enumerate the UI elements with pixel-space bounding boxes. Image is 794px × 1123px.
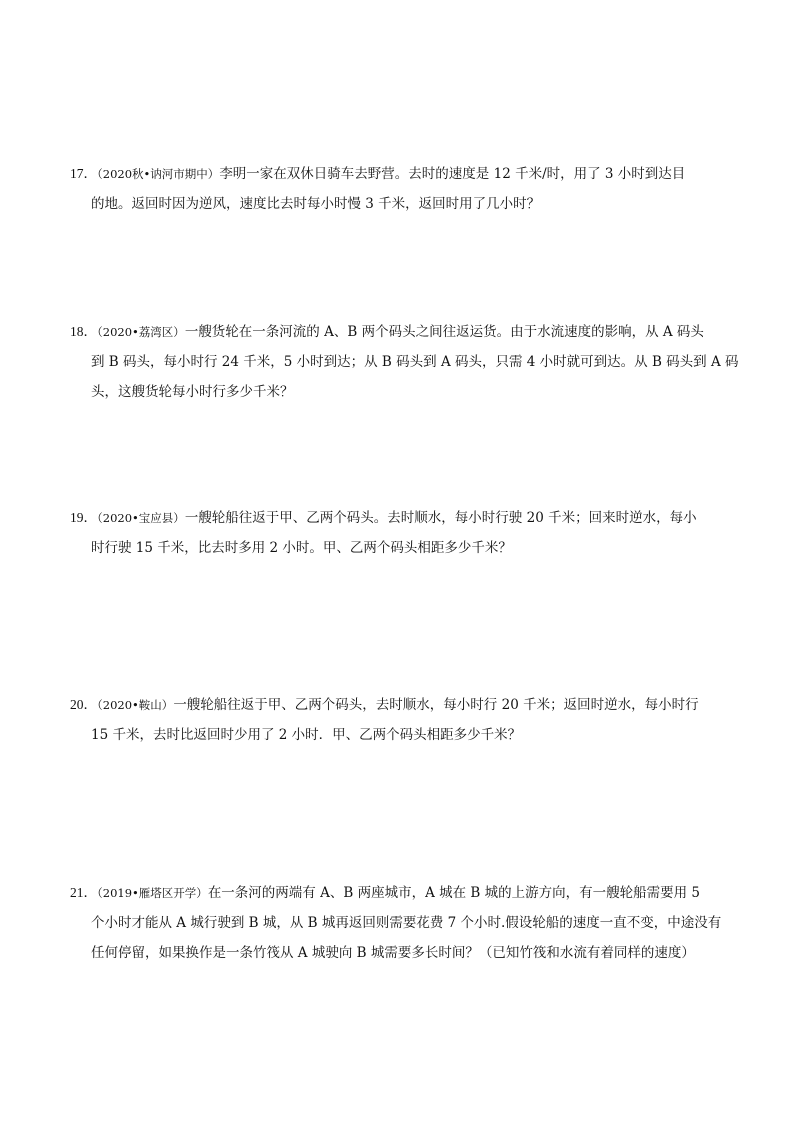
problem-line — [70, 938, 726, 968]
problem-line — [70, 377, 726, 407]
problem-source: （2019•雁塔区开学） — [97, 886, 208, 900]
problem-line: 20．（2020•鞍山）一艘轮船往返于甲、乙两个码头，去时顺水，每小时行 20 千米；返回时逆水，每小时行 — [70, 697, 699, 713]
problem-text: 个小时才能从 A 城行驶到 B 城，从 B 城再返回则需要花费 7 个小时.假设轮船的速度一直不变，中途没有 — [91, 915, 722, 931]
problem-text: 时行驶 15 千米，比去时多用 2 小时。甲、乙两个码头相距多少千米？ — [91, 540, 512, 556]
problem-line: 21．（2019•雁塔区开学）在一条河的两端有 A、B 两座城市，A 城在 B 城的上游方向，有一艘轮船需要用 5 — [70, 885, 700, 901]
problem-text: 在一条河的两端有 A、B 两座城市，A 城在 B 城的上游方向，有一艘轮船需要用 5 — [207, 885, 700, 901]
problem-line: 18．（2020•荔湾区）一艘货轮在一条河流的 A、B 两个码头之间往返运货。由于水流速度的影响，从 A 码头 — [70, 324, 704, 340]
problem-text: 任何停留，如果换作是一条竹筏从 A 城驶向 B 城需要多长时间？（已知竹筏和水流有着同样的速度） — [91, 945, 695, 961]
problem-line — [70, 720, 726, 750]
problem-line — [70, 189, 726, 219]
problem-number: 18 — [70, 324, 84, 339]
problem-number: 21 — [70, 885, 84, 900]
problem-line: 17．（2020秋•讷河市期中）李明一家在双休日骑车去野营。去时的速度是 12 千米/时，用了 3 小时到达目 — [70, 166, 686, 182]
problem-source: （2020秋•讷河市期中） — [97, 167, 220, 181]
problem-text: 头，这艘货轮每小时行多少千米？ — [91, 384, 294, 400]
problem-number: 17 — [70, 166, 84, 181]
problem-text: 一艘轮船往返于甲、乙两个码头。去时顺水，每小时行驶 20 千米；回来时逆水，每小 — [184, 510, 697, 526]
problem-text: 一艘货轮在一条河流的 A、B 两个码头之间往返运货。由于水流速度的影响，从 A 码头 — [184, 324, 704, 340]
problem-text: 的地。返回时因为逆风，速度比去时每小时慢 3 千米，返回时用了几小时？ — [91, 196, 541, 212]
problem-text: 一艘轮船往返于甲、乙两个码头，去时顺水，每小时行 20 千米；返回时逆水，每小时行 — [173, 697, 699, 713]
problem-18 — [70, 317, 739, 407]
problem-17 — [70, 159, 726, 219]
problem-text: 15 千米，去时比返回时少用了 2 小时．甲、乙两个码头相距多少千米？ — [91, 727, 522, 743]
problem-source: （2020•鞍山） — [97, 698, 174, 712]
problem-20 — [70, 690, 726, 750]
problem-19 — [70, 503, 726, 563]
problem-line — [70, 347, 739, 377]
problem-21 — [70, 878, 726, 968]
problem-source: （2020•宝应县） — [97, 511, 185, 525]
problem-number: 20 — [70, 697, 84, 712]
problem-line — [70, 533, 726, 563]
problem-text: 李明一家在双休日骑车去野营。去时的速度是 12 千米/时，用了 3 小时到达目 — [219, 166, 686, 182]
problem-text: 到 B 码头，每小时行 24 千米，5 小时到达；从 B 码头到 A 码头，只需 4 小时就可到达。从 B 码头到 A 码 — [91, 354, 739, 370]
problem-number: 19 — [70, 510, 84, 525]
problem-source: （2020•荔湾区） — [97, 325, 185, 339]
problem-line — [70, 908, 726, 938]
problem-line: 19．（2020•宝应县）一艘轮船往返于甲、乙两个码头。去时顺水，每小时行驶 20 千米；回来时逆水，每小 — [70, 510, 697, 526]
